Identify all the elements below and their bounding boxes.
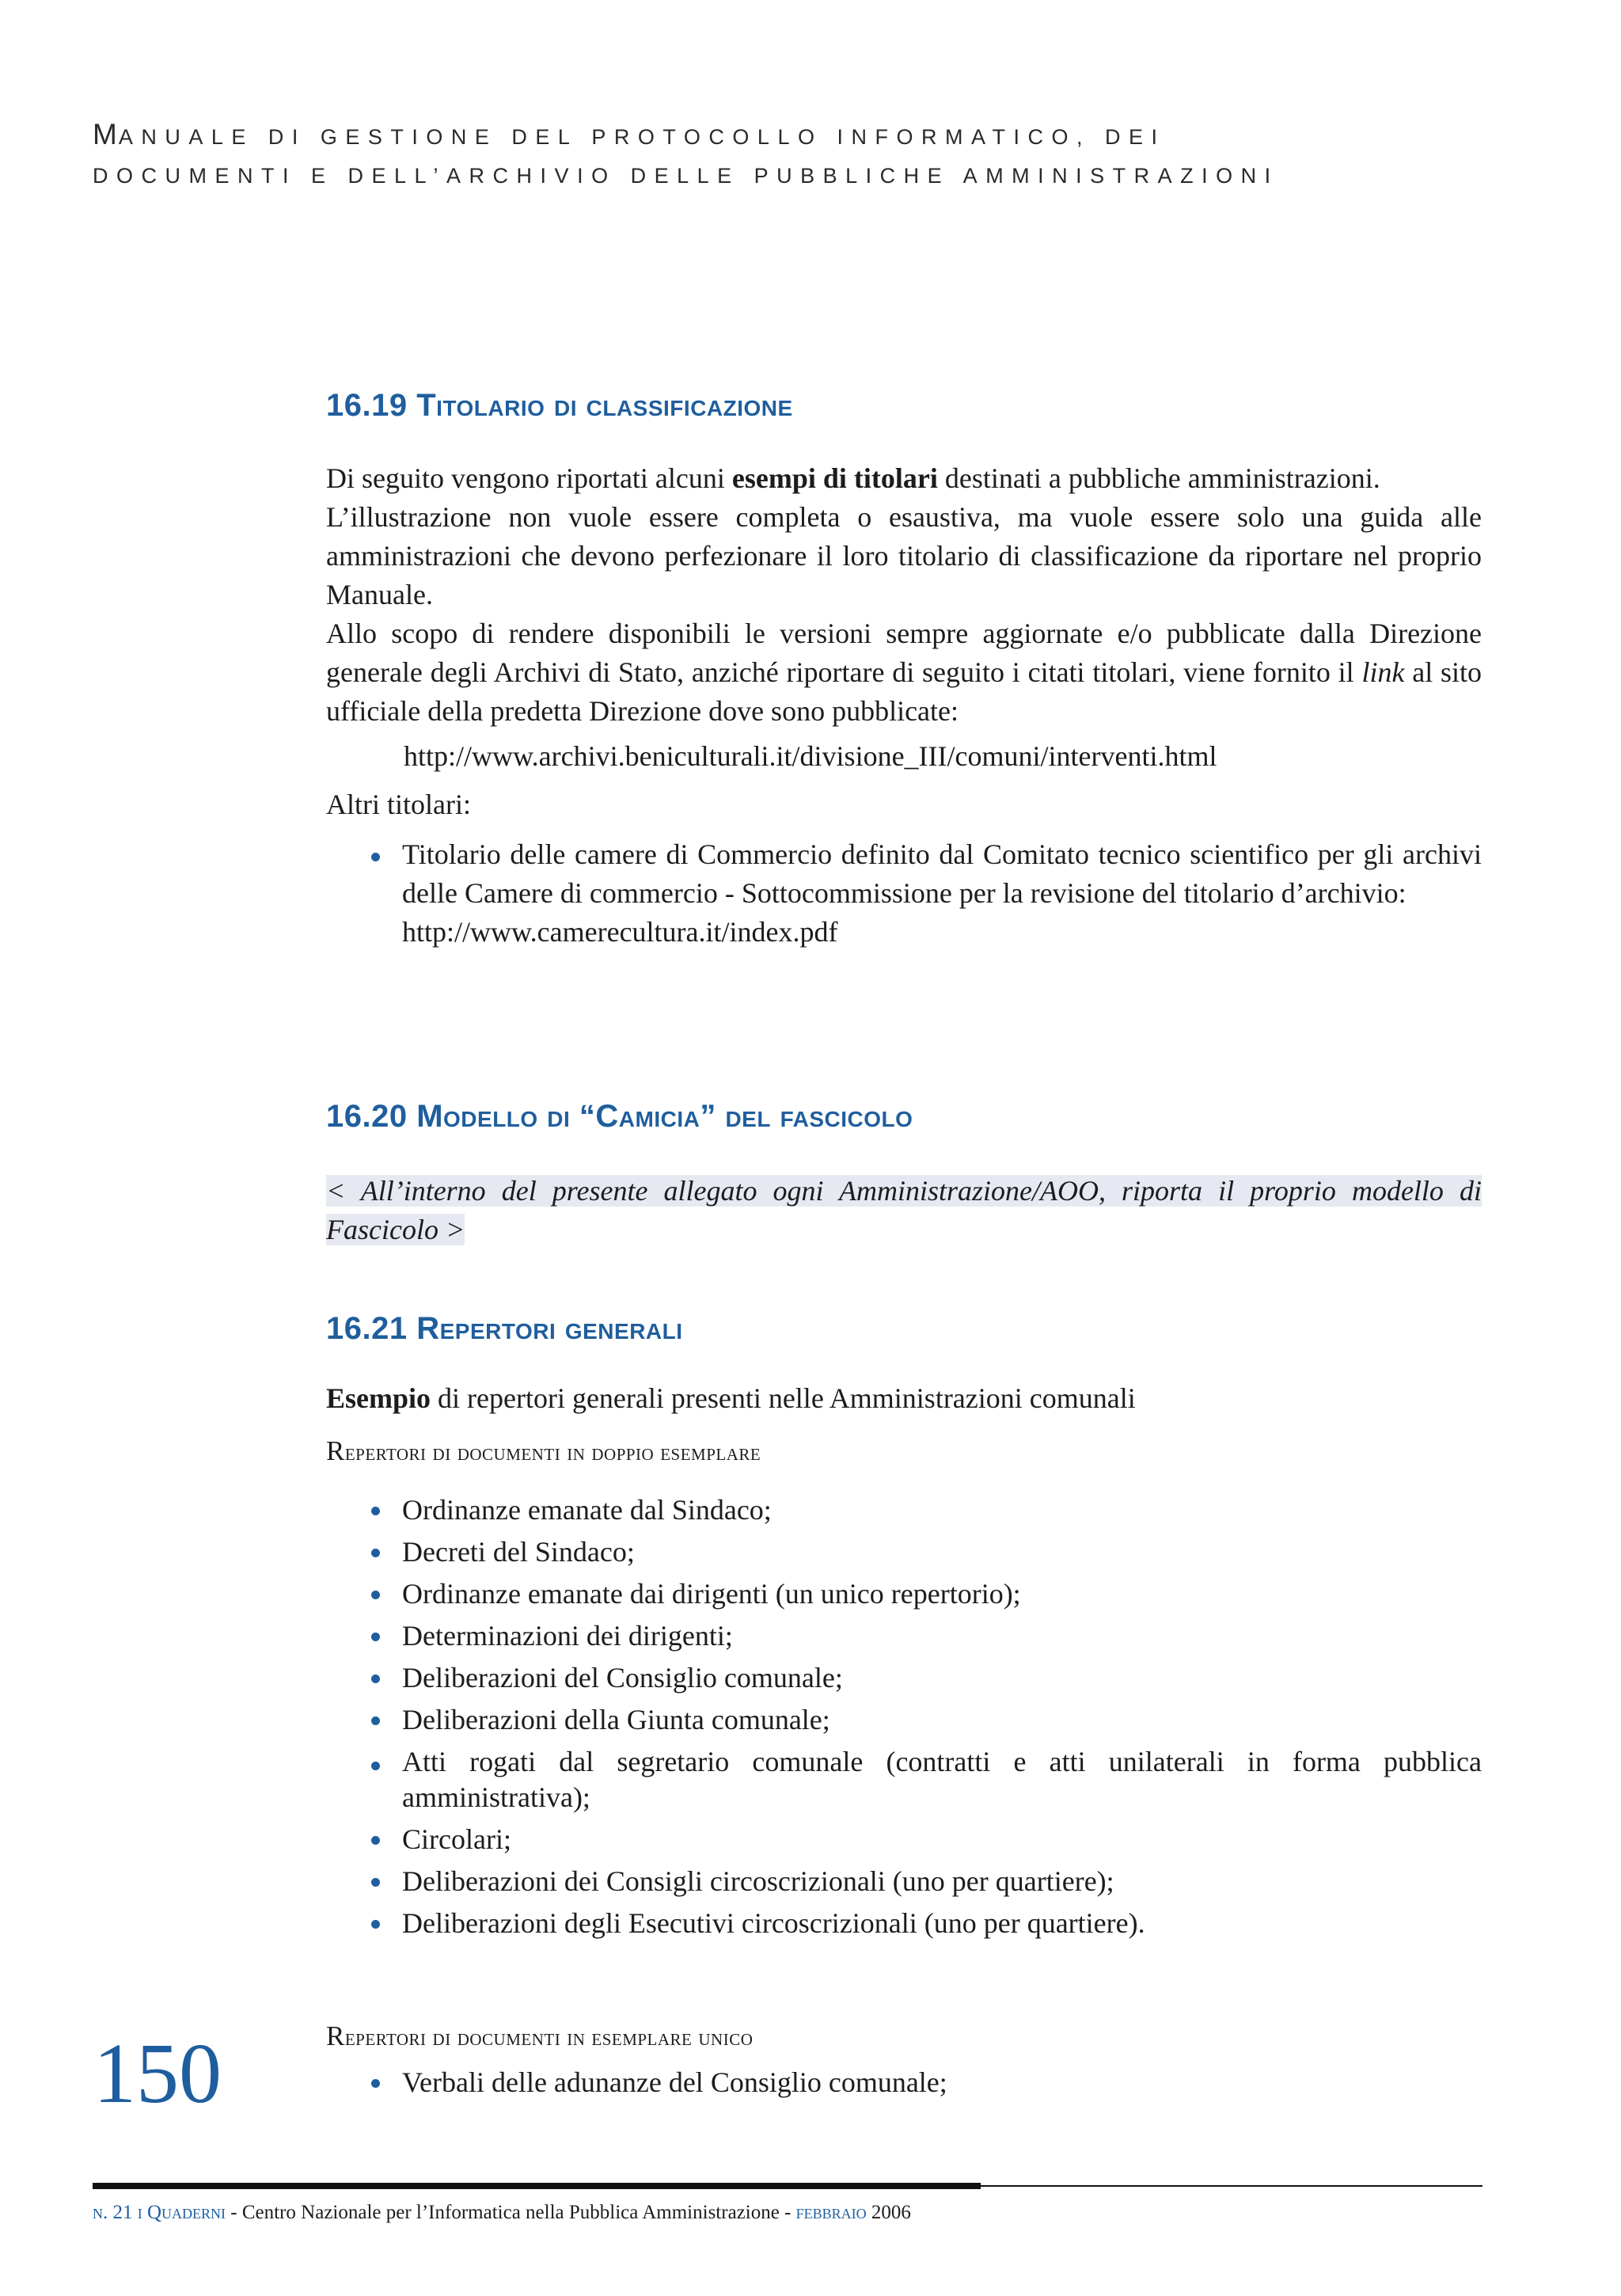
url-camerecultura: http://www.camerecultura.it/index.pdf bbox=[402, 916, 838, 948]
url-archivi: http://www.archivi.beniculturali.it/divisione_III/comuni/interventi.html bbox=[404, 740, 1217, 772]
emphasis-link: link bbox=[1361, 656, 1405, 688]
paragraph-illustrazione: L’illustrazione non vuole essere completa o esaustiva, ma vuole essere solo una guida alle amministrazioni che devono perfezionare il loro titolario di classificazione da riportare nel proprio Manuale. bbox=[326, 501, 1482, 610]
list-item: Decreti del Sindaco; bbox=[326, 1531, 1482, 1573]
emphasis-esempi: esempi di titolari bbox=[731, 462, 938, 494]
repertori-doppio-list bbox=[326, 1489, 1482, 1944]
section-title: 16.19 Titolario di classificazione bbox=[326, 388, 793, 423]
footer-publisher: - Centro Nazionale per l’Informatica nella Pubblica Amministrazione - bbox=[226, 2202, 796, 2223]
section-title: 16.21 Repertori generali bbox=[326, 1311, 683, 1346]
placeholder-note bbox=[326, 1172, 1482, 1249]
header-line-1 bbox=[93, 115, 1486, 157]
header-initial: M bbox=[93, 118, 119, 150]
highlighted-note: < All’interno del presente allegato ogni Amministrazione/AOO, riporta il proprio modello di Fascicolo > bbox=[326, 1175, 1482, 1245]
section-16-19-body bbox=[326, 459, 1482, 952]
subheading-doppio-esemplare: Repertori di documenti in doppio esemplare bbox=[326, 1435, 761, 1466]
altri-titolari-label: Altri titolari: bbox=[326, 789, 471, 820]
footer-month: febbraio bbox=[795, 2202, 867, 2223]
paragraph-esempio: Esempio di repertori generali presenti nelle Amministrazioni comunali bbox=[326, 1382, 1136, 1414]
subheading-esemplare-unico: Repertori di documenti in esemplare unico bbox=[326, 2020, 754, 2051]
emphasis-esempio: Esempio bbox=[326, 1382, 431, 1414]
paragraph-intro: Di seguito vengono riportati alcuni esempi di titolari destinati a pubbliche amministrazioni. bbox=[326, 462, 1380, 494]
running-header bbox=[93, 115, 1486, 196]
list-item: Determinazioni dei dirigenti; bbox=[326, 1615, 1482, 1657]
list-item: Circolari; bbox=[326, 1819, 1482, 1861]
footer-series: n. 21 i Quaderni bbox=[93, 2202, 226, 2223]
header-line-1-rest: ANUALE DI GESTIONE DEL PROTOCOLLO INFORMATICO, DEI bbox=[118, 125, 1166, 149]
footer bbox=[93, 2199, 911, 2226]
list-item: Verbali delle adunanze del Consiglio comunale; bbox=[326, 2062, 1482, 2104]
list-item: Titolario delle camere di Commercio definito dal Comitato tecnico scientifico per gli archivi delle Camere di commercio - Sottocommissione per la revisione del titolario d’archivio: http://www.camerecultura.it/index.pdf bbox=[326, 835, 1482, 952]
section-16-21-body bbox=[326, 1379, 1482, 1944]
altri-titolari-list bbox=[326, 835, 1482, 952]
list-item: Atti rogati dal segretario comunale (contratti e atti unilaterali in forma pubblica amministrativa); bbox=[326, 1744, 1482, 1815]
section-16-20-body bbox=[326, 1172, 1482, 1249]
section-16-20 bbox=[326, 1097, 1482, 1135]
section-16-21 bbox=[326, 1310, 1482, 1348]
header-line-2: DOCUMENTI E DELL’ARCHIVIO DELLE PUBBLICHE AMMINISTRAZIONI bbox=[93, 164, 1279, 188]
list-item: Deliberazioni del Consiglio comunale; bbox=[326, 1657, 1482, 1699]
footer-rule-accent bbox=[93, 2183, 981, 2189]
list-item: Deliberazioni degli Esecutivi circoscrizionali (uno per quartiere). bbox=[326, 1903, 1482, 1944]
footer-year: 2006 bbox=[866, 2202, 911, 2223]
list-item: Deliberazioni della Giunta comunale; bbox=[326, 1699, 1482, 1741]
list-item: Deliberazioni dei Consigli circoscrizionali (uno per quartiere); bbox=[326, 1861, 1482, 1903]
list-item: Ordinanze emanate dai dirigenti (un unico repertorio); bbox=[326, 1573, 1482, 1615]
section-esemplare-unico bbox=[326, 2020, 1482, 2104]
section-16-19 bbox=[326, 386, 1482, 424]
section-title: 16.20 Modello di “Camicia” del fascicolo bbox=[326, 1099, 913, 1134]
page-number: 150 bbox=[93, 2027, 222, 2121]
list-item: Ordinanze emanate dal Sindaco; bbox=[326, 1489, 1482, 1531]
paragraph-scopo: Allo scopo di rendere disponibili le versioni sempre aggiornate e/o pubblicate dalla Direzione generale degli Archivi di Stato, anziché riportare di seguito i citati titolari, viene fornito il link al sito ufficiale della predetta Direzione dove sono pubblicate: bbox=[326, 618, 1482, 727]
repertori-unico-list bbox=[326, 2062, 1482, 2104]
